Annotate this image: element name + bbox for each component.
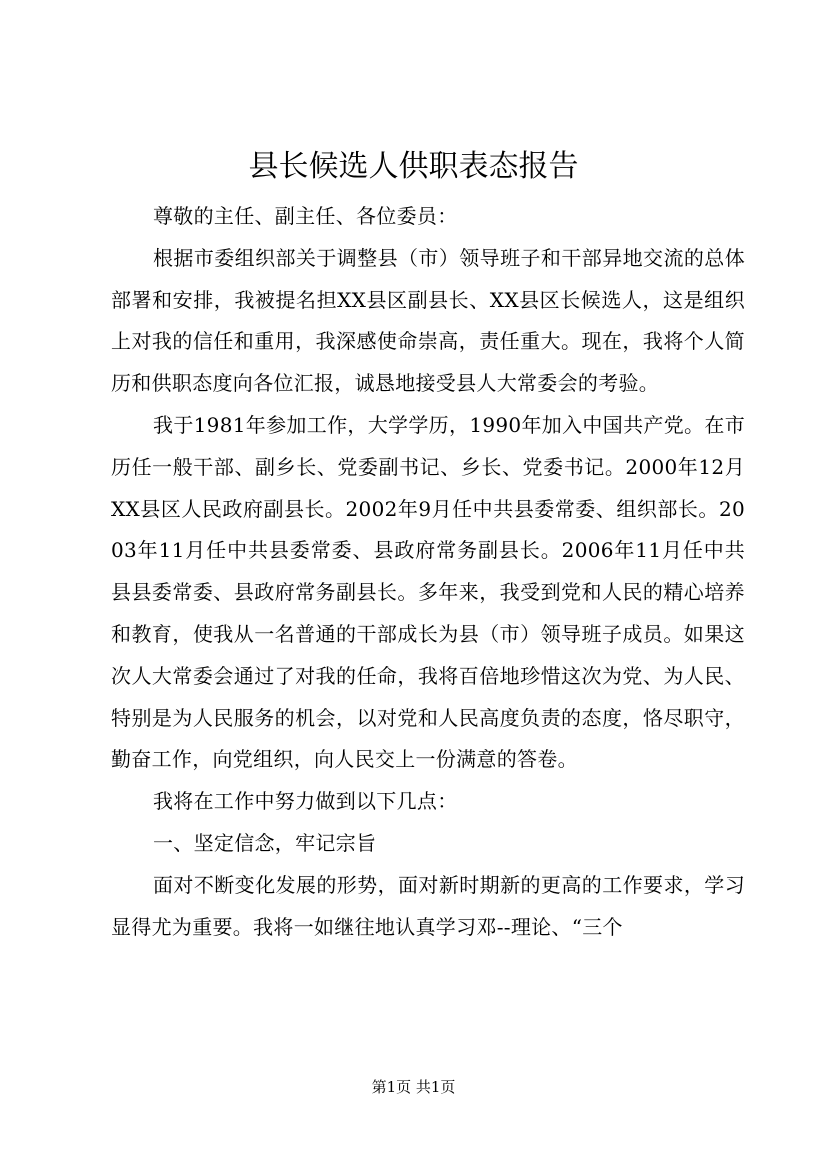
- section-heading-1: 一、坚定信念，牢记宗旨: [153, 830, 377, 855]
- resume-paragraph: 我于1981年参加工作，大学学历，1990年加入中国共产党。在市历任一般干部、副乡长、党委副书记、乡长、党委书记。2000年12月XX县区人民政府副县长。2002年9月任中共县委常委、组织部长。2003年11月任中共县委常委、县政府常务副县长。2006年11月任中共县县委常委、县政府常务副县长。多年来，我受到党和人民的精心培养和教育，使我从一名普通的干部成长为县（市）领导班子成员。如果这次人大常委会通过了对我的任命，我将百倍地珍惜这次为党、为人民、特别是为人民服务的机会，以对党和人民高度负责的态度，恪尽职守，勤奋工作，向党组织，向人民交上一份满意的答卷。: [111, 412, 745, 772]
- document-body: [111, 196, 745, 948]
- salutation-paragraph: 尊敬的主任、副主任、各位委员：: [153, 204, 458, 228]
- page-number-footer: 第1页 共1页: [371, 1078, 456, 1096]
- section-1-paragraph: 面对不断变化发展的形势，面对新时期新的更高的工作要求，学习显得尤为重要。我将一如继往地认真学习邓--理论、“三个: [111, 872, 745, 939]
- document-title: 县长候选人供职表态报告: [248, 149, 579, 184]
- commitment-intro-paragraph: 我将在工作中努力做到以下几点：: [153, 789, 458, 814]
- intro-paragraph: 根据市委组织部关于调整县（市）领导班子和干部异地交流的总体部署和安排，我被提名担XX县区副县长、XX县区长候选人，这是组织上对我的信任和重用，我深感使命崇高，责任重大。现在，我将个人简历和供职态度向各位汇报，诚恳地接受县人大常委会的考验。: [111, 245, 745, 396]
